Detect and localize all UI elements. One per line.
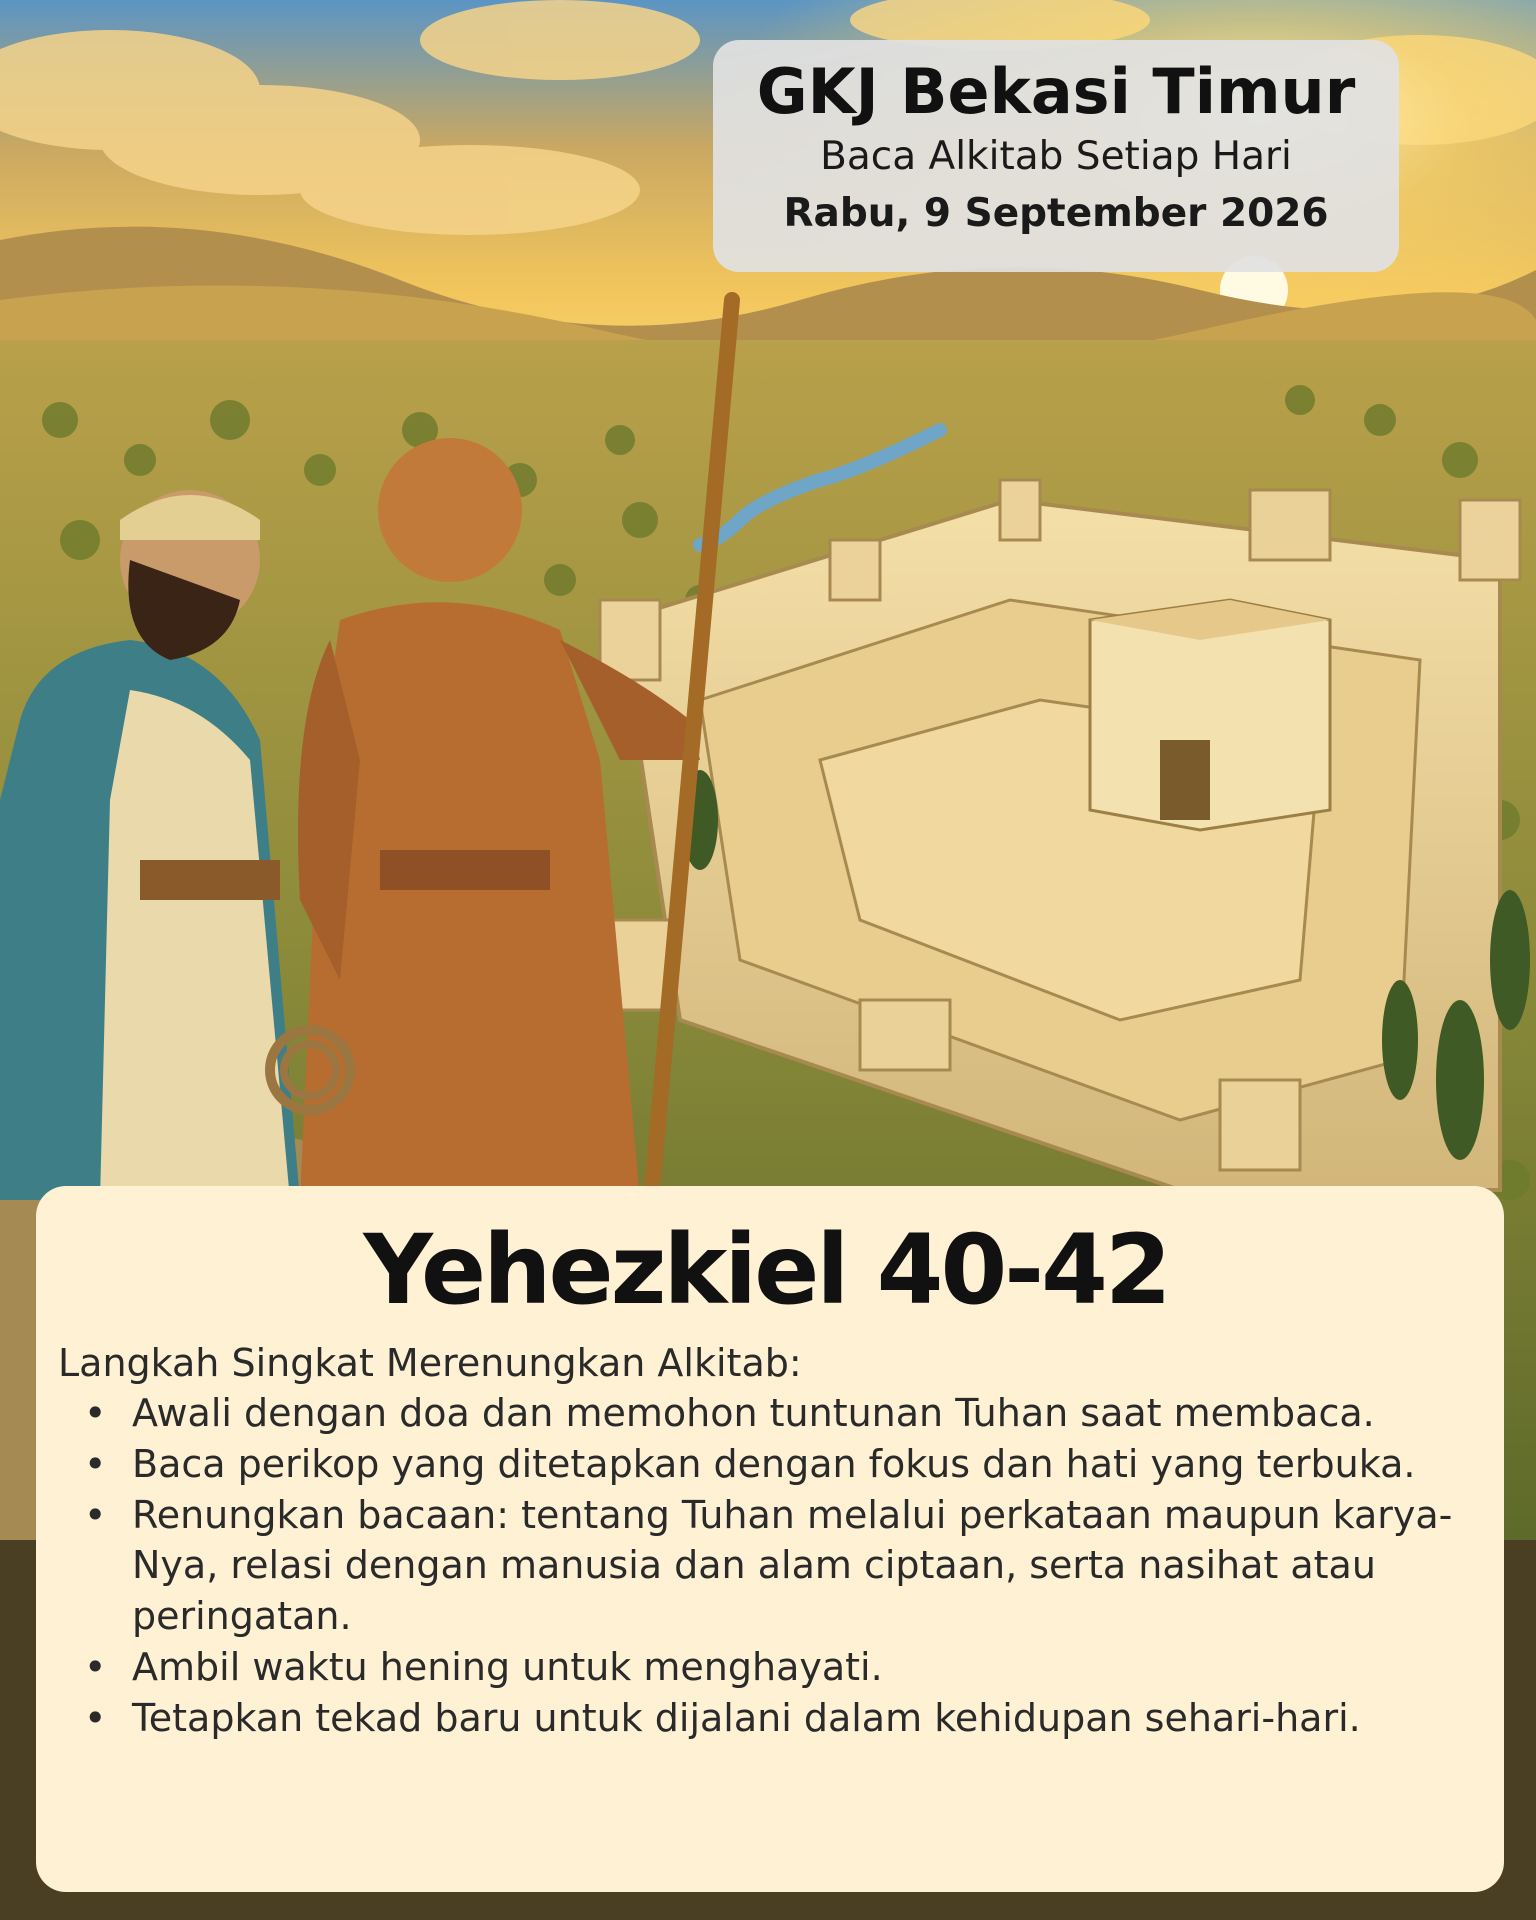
content-card (36, 1186, 1504, 1892)
list-item (84, 1693, 1474, 1744)
steps-intro: Langkah Singkat Merenungkan Alkitab: (58, 1340, 802, 1385)
list-item (84, 1439, 1474, 1490)
passage-title: Yehezkiel 40-42 (363, 1214, 1169, 1326)
bullet-icon: • (84, 1645, 107, 1690)
bullet-icon: • (84, 1492, 107, 1537)
header-subtitle: Baca Alkitab Setiap Hari (820, 134, 1292, 180)
list-item (84, 1642, 1474, 1693)
step-text: Baca perikop yang ditetapkan dengan fokus dan hati yang terbuka. (132, 1441, 1416, 1486)
list-item (84, 1490, 1474, 1643)
step-text: Renungkan bacaan: tentang Tuhan melalui perkataan maupun karya-Nya, relasi dengan manusia dan alam ciptaan, serta nasihat atau peringatan. (132, 1492, 1453, 1639)
step-text: Ambil waktu hening untuk menghayati. (132, 1645, 883, 1690)
church-name: GKJ Bekasi Timur (756, 55, 1356, 128)
step-text: Tetapkan tekad baru untuk dijalani dalam kehidupan sehari-hari. (132, 1696, 1361, 1741)
bullet-icon: • (84, 1441, 107, 1486)
bullet-icon: • (84, 1390, 107, 1435)
header-date: Rabu, 9 September 2026 (783, 190, 1329, 236)
header-card (713, 40, 1399, 272)
bullet-icon: • (84, 1696, 107, 1741)
list-item (84, 1388, 1474, 1439)
step-text: Awali dengan doa dan memohon tuntunan Tuhan saat membaca. (132, 1390, 1375, 1435)
steps-list (58, 1388, 1474, 1744)
